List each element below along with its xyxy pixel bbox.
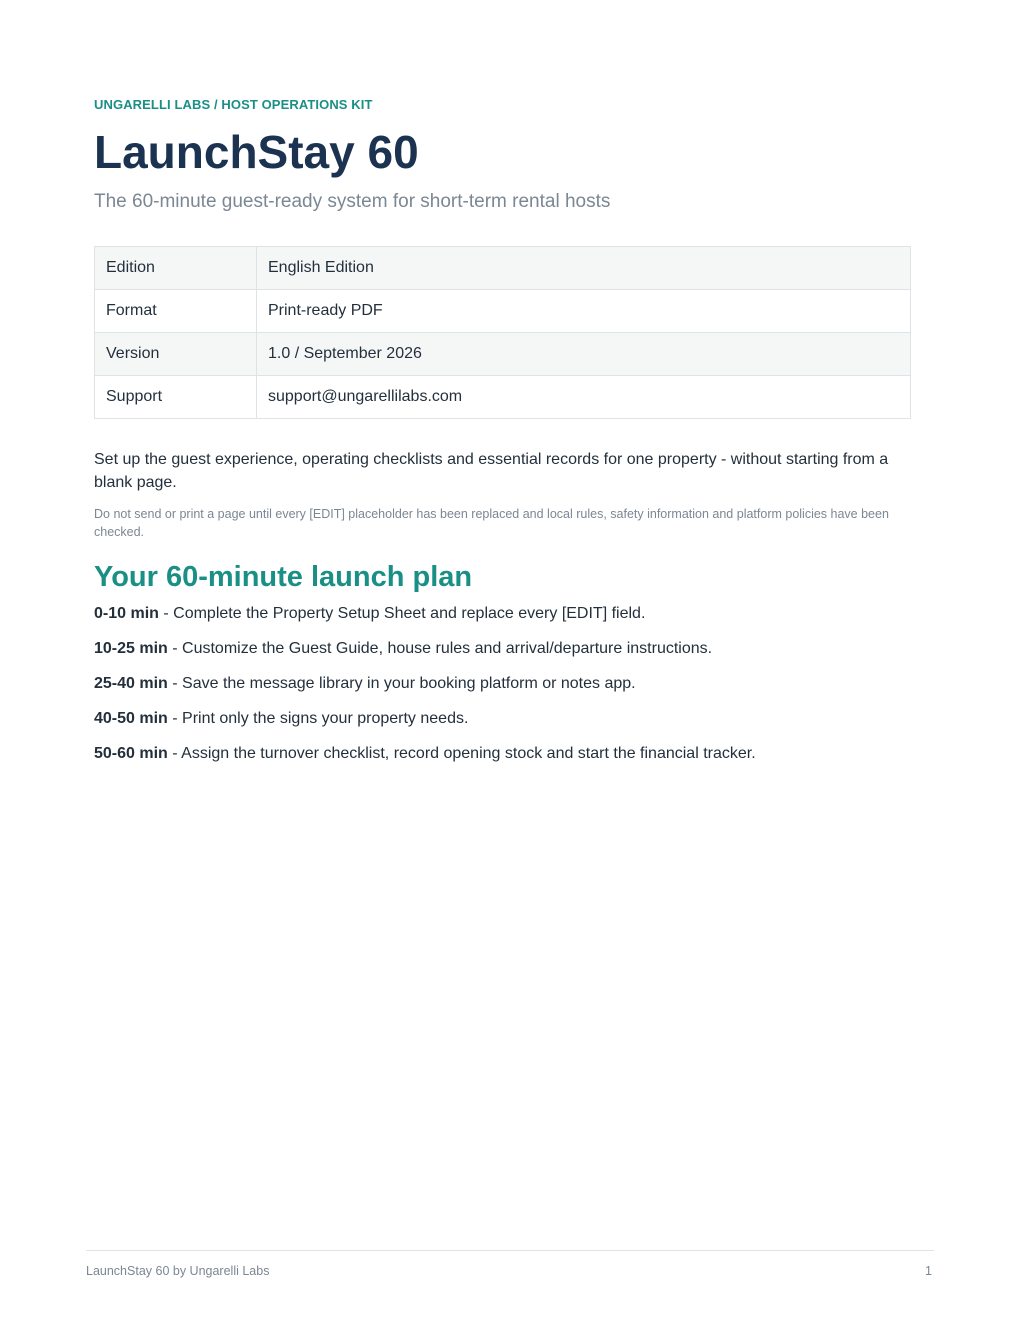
meta-value: English Edition	[257, 247, 911, 290]
plan-text: - Complete the Property Setup Sheet and replace every [EDIT] field.	[158, 605, 646, 622]
meta-key: Format	[95, 290, 257, 333]
meta-value: 1.0 / September 2026	[257, 333, 911, 376]
intro-paragraph: Set up the guest experience, operating checklists and essential records for one property - without starting from a blank page.	[94, 451, 889, 491]
document-subtitle: The 60-minute guest-ready system for short-term rental hosts	[94, 191, 611, 212]
meta-key: Edition	[95, 247, 257, 290]
launch-plan-list	[94, 604, 911, 764]
list-item	[94, 709, 911, 729]
document-title: LaunchStay 60	[94, 126, 419, 178]
meta-key: Version	[95, 333, 257, 376]
plan-text: - Print only the signs your property needs.	[167, 710, 469, 727]
plan-time: 10-25 min	[94, 640, 168, 657]
plan-text: - Customize the Guest Guide, house rules and arrival/departure instructions.	[167, 640, 713, 657]
list-item	[94, 674, 911, 694]
page-footer	[86, 1250, 934, 1278]
meta-value: Print-ready PDF	[257, 290, 911, 333]
warning-note: Do not send or print a page until every [EDIT] placeholder has been replaced and local rules, safety information and platform policies have been checked.	[94, 507, 889, 539]
document-page	[94, 97, 911, 779]
meta-key: Support	[95, 376, 257, 419]
metadata-table	[94, 246, 911, 419]
page-number: 1	[925, 1264, 932, 1278]
table-row	[95, 376, 911, 419]
list-item	[94, 604, 911, 624]
table-row	[95, 290, 911, 333]
plan-time: 40-50 min	[94, 710, 168, 727]
plan-text: - Save the message library in your booking platform or notes app.	[167, 675, 636, 692]
list-item	[94, 744, 911, 764]
footer-label: LaunchStay 60 by Ungarelli Labs	[86, 1264, 270, 1278]
table-row	[95, 333, 911, 376]
section-heading: Your 60-minute launch plan	[94, 561, 473, 593]
plan-time: 0-10 min	[94, 605, 159, 622]
table-row	[95, 247, 911, 290]
list-item	[94, 639, 911, 659]
support-email: support@ungarellilabs.com	[257, 376, 911, 419]
plan-text: - Assign the turnover checklist, record opening stock and start the financial tracker.	[167, 745, 756, 762]
kicker-label: UNGARELLI LABS / HOST OPERATIONS KIT	[94, 97, 373, 112]
plan-time: 50-60 min	[94, 745, 168, 762]
plan-time: 25-40 min	[94, 675, 168, 692]
